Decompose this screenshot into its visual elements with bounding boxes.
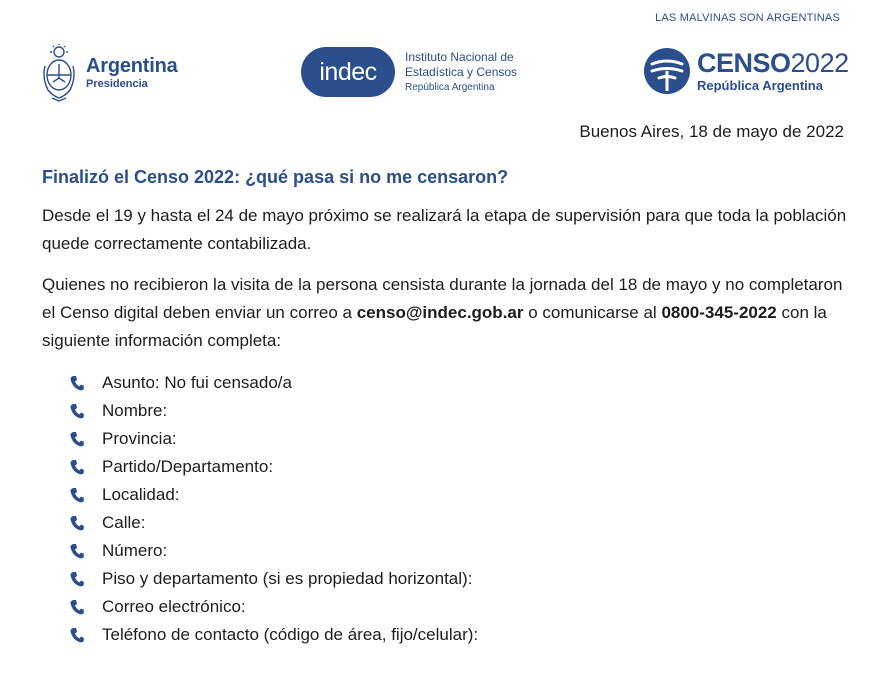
list-item xyxy=(70,593,478,621)
instructions-text-1: Quienes no recibieron la visita de la persona censista durante la jornada del 18 de mayo y no completaron el Censo digital deben enviar un correo a xyxy=(42,275,843,322)
phone-icon xyxy=(70,515,84,531)
phone-icon xyxy=(70,403,84,419)
phone-icon xyxy=(70,627,84,643)
list-item-label: Correo electrónico: xyxy=(102,597,246,616)
document-title: Finalizó el Censo 2022: ¿qué pasa si no me censaron? xyxy=(42,167,509,187)
required-info-list xyxy=(70,369,478,649)
list-item xyxy=(70,397,478,425)
indec-line-3: República Argentina xyxy=(405,81,495,93)
list-item xyxy=(70,425,478,453)
list-item xyxy=(70,369,478,397)
paragraph-supervision: Desde el 19 y hasta el 24 de mayo próximo se realizará la etapa de supervisión para que toda la población quede correctamente contabilizada. xyxy=(42,206,847,253)
list-item xyxy=(70,509,478,537)
coat-of-arms-icon xyxy=(40,44,78,102)
document-date: Buenos Aires, 18 de mayo de 2022 xyxy=(579,122,844,141)
list-item-label: Partido/Departamento: xyxy=(102,457,274,476)
argentina-logo-sub: Presidencia xyxy=(86,78,148,90)
censo-year: 2022 xyxy=(790,48,849,78)
list-item-label: Calle: xyxy=(102,513,146,532)
instructions-text-3: con la siguiente información completa: xyxy=(42,303,827,350)
argentina-logo-name: Argentina xyxy=(86,55,178,77)
contact-email: censo@indec.gob.ar xyxy=(356,303,524,322)
paragraph-instructions xyxy=(42,271,848,355)
indec-mark: indec xyxy=(301,47,395,97)
list-item-label: Asunto: No fui censado/a xyxy=(102,373,292,392)
contact-phone: 0800-345-2022 xyxy=(661,303,777,322)
censo-mark-icon xyxy=(643,47,691,95)
phone-icon xyxy=(70,431,84,447)
censo-2022-logo xyxy=(643,47,849,95)
argentina-presidencia-logo xyxy=(40,44,178,102)
phone-icon xyxy=(70,571,84,587)
censo-word: CENSO xyxy=(697,48,791,78)
list-item-label: Piso y departamento (si es propiedad horizontal): xyxy=(102,569,473,588)
list-item-label: Provincia: xyxy=(102,429,177,448)
phone-icon xyxy=(70,599,84,615)
list-item-label: Teléfono de contacto (código de área, fijo/celular): xyxy=(102,625,479,644)
phone-icon xyxy=(70,543,84,559)
list-item-label: Localidad: xyxy=(102,485,180,504)
list-item-label: Número: xyxy=(102,541,168,560)
list-item xyxy=(70,481,478,509)
indec-line-1: Instituto Nacional de xyxy=(405,49,514,64)
indec-logo xyxy=(301,47,517,97)
phone-icon xyxy=(70,487,84,503)
censo-logo-sub: República Argentina xyxy=(697,78,823,93)
instructions-text-2: o comunicarse al xyxy=(523,303,662,322)
tagline: LAS MALVINAS SON ARGENTINAS xyxy=(655,12,840,24)
phone-icon xyxy=(70,459,84,475)
list-item xyxy=(70,565,478,593)
list-item xyxy=(70,621,478,649)
indec-line-2: Estadística y Censos xyxy=(405,64,518,79)
list-item-label: Nombre: xyxy=(102,401,168,420)
list-item xyxy=(70,537,478,565)
phone-icon xyxy=(70,375,84,391)
list-item xyxy=(70,453,478,481)
